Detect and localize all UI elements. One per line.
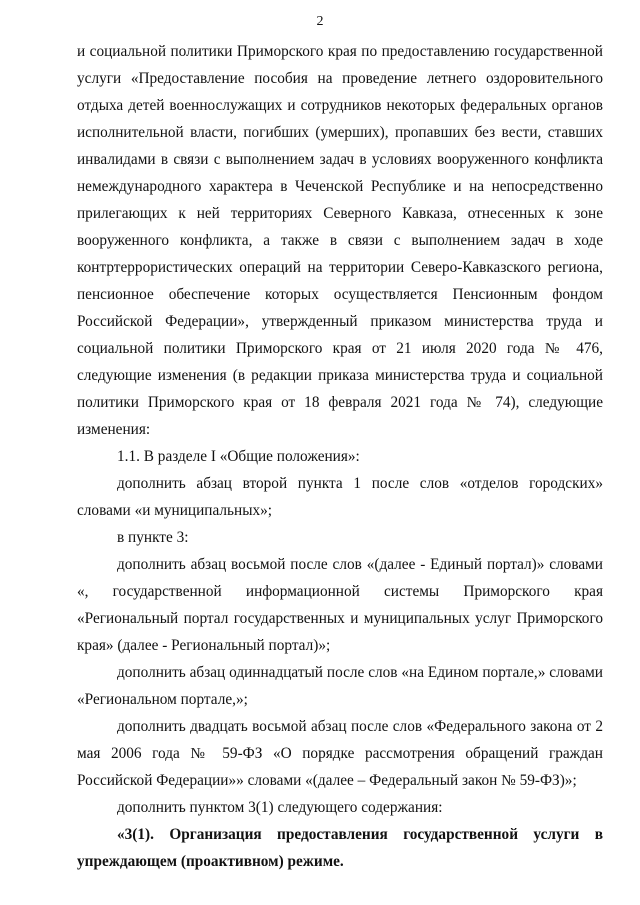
paragraph-add-item-3-1: дополнить пунктом 3(1) следующего содержания: [117,799,443,816]
paragraph-item-3-abzac-8: дополнить абзац восьмой после слов «(далее - Единый портал)» словами «, государственной информационной системы Приморского края «Региональный портал государственных и муниципальных услуг Приморского края» (далее - Региональный портал)»; [77,556,603,654]
paragraph-item-3-heading: в пункте 3: [117,529,189,546]
paragraph-continuation: и социальной политики Приморского края по предоставлению государственной услуги «Предоставление пособия на проведение летнего оздоровительного отдыха детей военнослужащих и сотрудников некоторых федеральных органов исполнительной власти, погибших (умерших), пропавших без вести, ставших инвалидами в связи с выполнением задач в условиях вооруженного конфликта немеждународного характера в Чеченской Республике и на непосредственно прилегающих к ней территориях Северного Кавказа, отнесенных к зоне вооруженного конфликта, а также в связи с выполнением задач в ходе контртеррористических операций на территории Северо-Кавказского региона, пенсионное обеспечение которых осуществляется Пенсионным фондом Российской Федерации», утвержденный приказом министерства труда и социальной политики Приморского края от 21 июля 2020 года № 476, следующие изменения (в редакции приказа министерства труда и социальной политики Приморского края от 18 февраля 2021 года № 74), следующие изменения: [77,43,603,438]
paragraph-item-3-abzac-11: дополнить абзац одиннадцатый после слов «на Едином портале,» словами «Региональном портале,»; [77,664,603,708]
paragraph-item-3-1-title: «3(1). Организация предоставления государственной услуги в упреждающем (проактивном) режиме. [77,826,603,870]
paragraph-section-1-1: 1.1. В разделе I «Общие положения»: [117,448,360,465]
document-body [77,38,603,875]
paragraph-item-3-abzac-28: дополнить двадцать восьмой абзац после слов «Федерального закона от 2 мая 2006 года № 59-ФЗ «О порядке рассмотрения обращений граждан Российской Федерации»» словами «(далее – Федеральный закон № 59-ФЗ)»; [77,718,603,789]
paragraph-item-1: дополнить абзац второй пункта 1 после слов «отделов городских» словами «и муниципальных»; [77,475,603,519]
page-number: 2 [316,14,324,29]
